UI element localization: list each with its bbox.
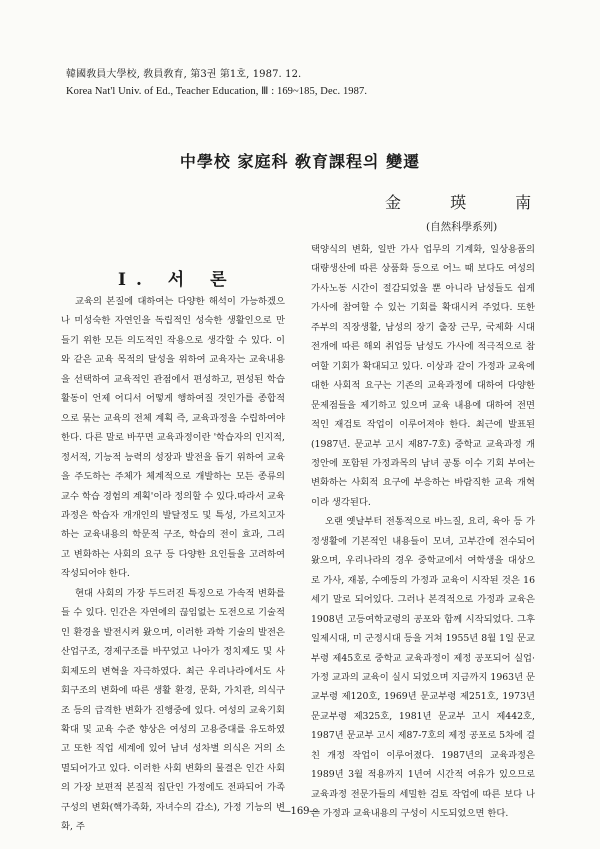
section-heading-introduction: Ⅰ. 서 론 <box>118 270 237 290</box>
citation-korean: 韓國敎員大學校, 敎員敎育, 第3권 第1호, 1987. 12. <box>66 69 302 80</box>
journal-citation-header <box>66 66 367 100</box>
citation-english: Korea Nat'l Univ. of Ed., Teacher Education, Ⅲ : 169~185, Dec. 1987. <box>66 86 368 97</box>
paragraph: 오랜 옛날부터 전통적으로 바느질, 요리, 육아 등 가정생활에 기본적인 내용들이 모녀, 고부간에 전수되어 왔으며, 우리나라의 경우 중학교에서 여학생을 대상으로 가사, 재봉, 수예등의 가정과 교육이 시작된 것은 16세기 말로 되어있다. 그러나 본격적으로 가정과 교육은 1908년 고등여학교령의 공포와 함께 시작되었다. 그후 일제시대, 미 군정시대 등을 거쳐 1955년 8월 1일 문교부령 제45호로 중학교 교육과정이 제정 공포되어 실업·가정 교과의 교육이 실시 되었으며 지금까지 1963년 문교부령 제120호, 1969년 문교부령 제251호, 1973년 문교부령 제325호, 1981년 문교부 고시 제442호, 1987년 문교부 고시 제87-7호의 제정 공포로 5차에 걸친 개정 작업이 이루어졌다. 1987년의 교육과정은 1989년 3월 적용까지 1년여 시간적 여유가 있으므로 교육과정 전문가들의 세밀한 검토 작업에 따른 보다 나은 가정과 교육내용의 구성이 시도되었으면 한다. <box>311 516 535 820</box>
paragraph: 택양식의 변화, 일반 가사 업무의 기계화, 일상용품의 대량생산에 따른 상품화 등으로 어느 때 보다도 여성의 가사노동 시간이 절감되었을 뿐 아니라 남성들도 쉽게 가사에 참여할 수 있는 기회를 확대시켜 주었다. 또한 주부의 직장생활, 남성의 장기 출장 근무, 국제화 시대 전개에 따른 해외 취업등 남성도 가사에 적극적으로 참여할 기회가 확대되고 있다. 이상과 같이 가정과 교육에 대한 사회적 요구는 기존의 교육과정에 대하여 다양한 문제점들을 제기하고 있으며 교육 내용에 대하여 전면적인 재검토 작업이 이루어져야 한다. 최근에 발표된(1987년. 문교부 고시 제87-7호) 중학교 교육과정 개정안에 포함된 가정과목의 남녀 공통 이수 기회 부여는 변화하는 사회적 요구에 부응하는 바람직한 교육 개혁이라 생각된다. <box>311 244 535 508</box>
author-name: 金 瑛 南 <box>385 193 554 212</box>
author-affiliation: (自然科學系列) <box>426 221 498 233</box>
paragraph: 현대 사회의 가장 두드러진 특징으로 가속적 변화를 들 수 있다. 인간은 자연에의 끊임없는 도전으로 기술적인 환경을 발전시켜 왔으며, 이러한 과학 기술의 발전은 산업구조, 경제구조를 바꾸었고 나아가 정치제도 및 사회제도의 변혁을 자극하였다. 최근 우리나라에서도 사회구조의 변화에 따른 생활 환경, 문화, 가치관, 의식구조 등의 급격한 변화가 진행중에 있다. 여성의 교육기회 확대 및 교육 수준 향상은 여성의 고용증대를 유도하였고 또한 직업 세계에 있어 남녀 성차별 의식은 거의 소멸되어가고 있다. 이러한 사회 변화의 물결은 인간 사회의 가장 보편적 본질적 집단인 가정에도 전파되어 가족 구성의 변화(핵가족화, 자녀수의 감소), 가정 기능의 변화, 주 <box>61 587 285 833</box>
paper-title: 中學校 家庭科 敎育課程의 變遷 <box>179 152 421 171</box>
right-column <box>311 240 535 824</box>
left-column <box>61 292 285 837</box>
page-number: ―169― <box>280 806 320 817</box>
paragraph: 교육의 본질에 대하여는 다양한 해석이 가능하겠으나 미성숙한 자연인을 독립적인 성숙한 생활인으로 만들기 위한 모든 의도적인 작용으로 생각할 수 있다. 이와 같은 교육 목적의 달성을 위하여 교육자는 교육내용을 선택하여 교육적인 관점에서 편성하고, 편성된 학습활동이 언제 어디서 어떻게 행하여질 것인가를 종합적으로 묶는 교육의 전체 계획 즉, 교육과정을 수립하여야 한다. 다른 말로 바꾸면 교육과정이란 '학습자의 인지적, 정서적, 기능적 능력의 성장과 발전을 돕기 위하여 교육을 주도하는 주체가 체계적으로 개발하는 모든 종류의 교수 학습 경험의 계획'이라 정의할 수 있다.따라서 교육과정은 학습자 개개인의 발달정도 및 특성, 가르치고자 하는 교육내용의 학문적 구조, 학습의 전이 효과, 그리고 변화하는 사회의 요구 등 다양한 요인들을 고려하여 작성되어야 한다. <box>61 296 285 580</box>
